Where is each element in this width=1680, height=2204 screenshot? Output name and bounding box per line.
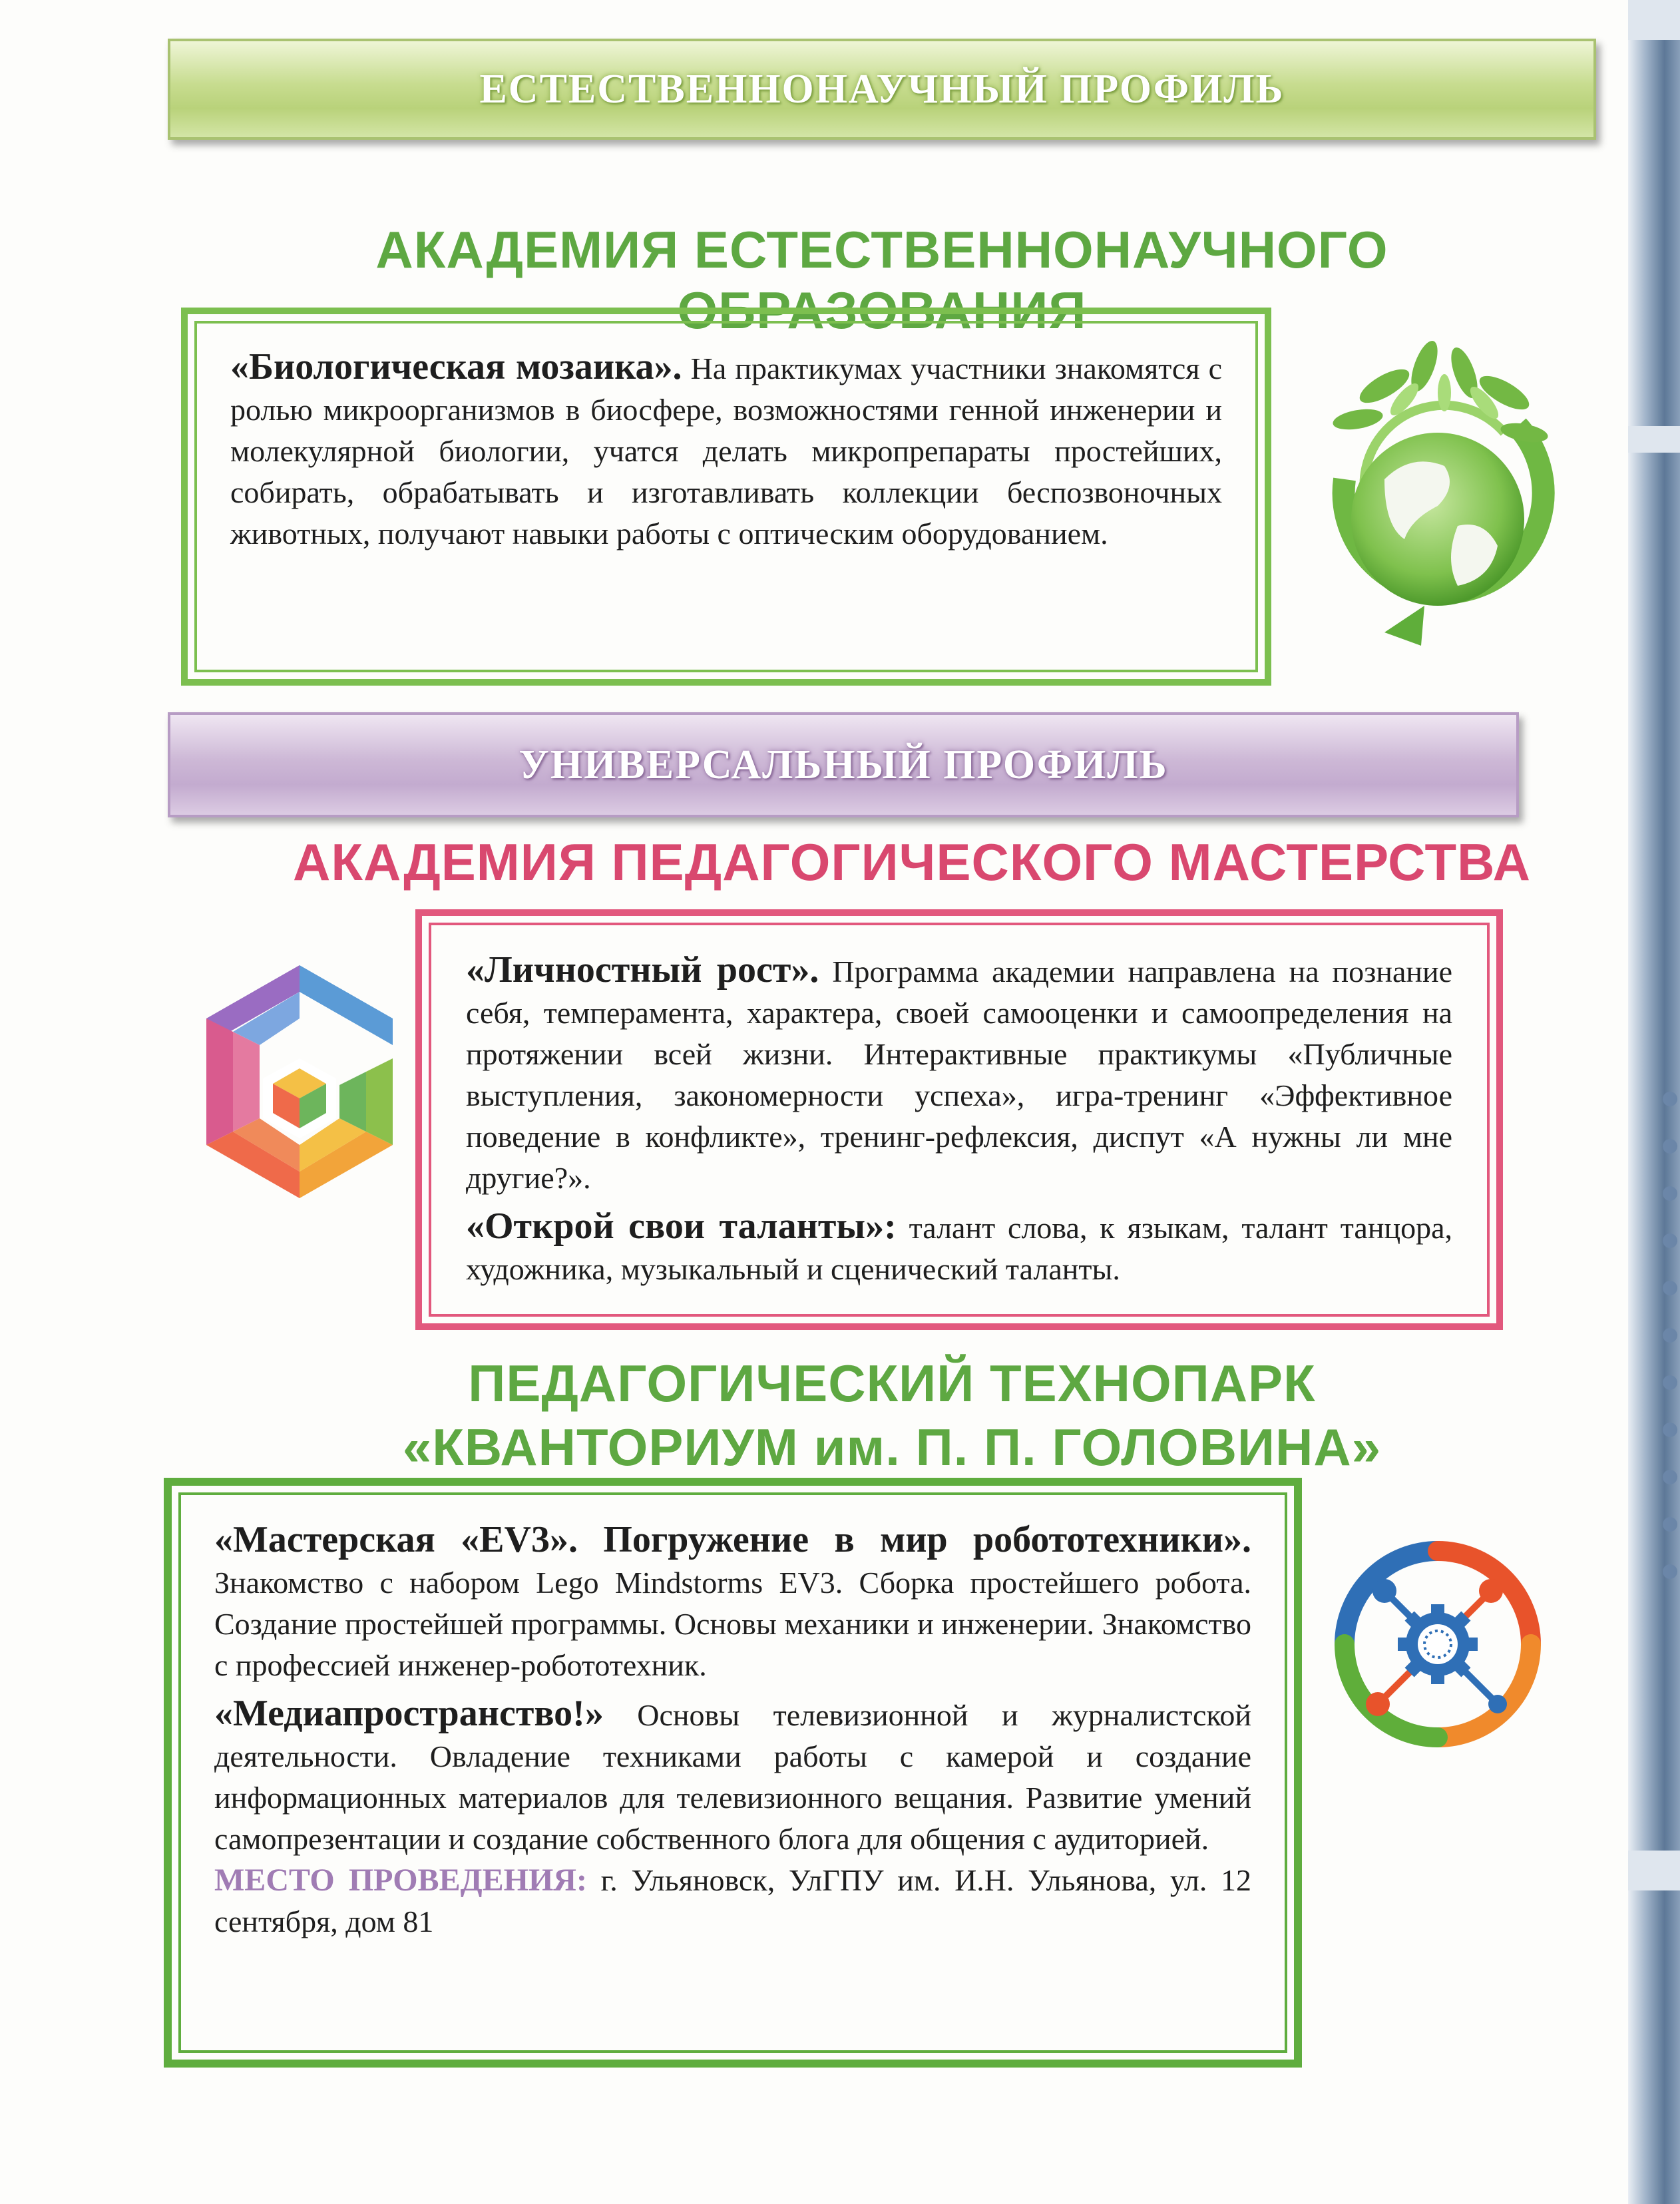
dot-icon bbox=[1663, 1233, 1677, 1248]
dot-icon bbox=[1663, 1517, 1677, 1532]
media-space-description: Основы телевизионной и журналистской деятельности. Овладение техниками работы с камерой и создание информационных материалов для телевизионного вещания. Развитие умений самопрезентации и создание собственного блога для общения с аудиторией. bbox=[214, 1698, 1251, 1856]
media-space-text bbox=[214, 1693, 1251, 1860]
open-talents-title: «Открой свои таланты»: bbox=[466, 1206, 897, 1247]
binding-strip-highlight bbox=[1628, 426, 1680, 453]
binding-strip-highlight bbox=[1628, 1851, 1680, 1890]
ev3-workshop-description: Знакомство с набором Lego Mindstorms EV3. Сборка простейшего робота. Создание простейшей программы. Основы механики и инженерии. Знакомство с профессией инженер-робототехник. bbox=[214, 1566, 1251, 1682]
biology-mosaic-description: На практикумах участники знакомятся с ролью микроорганизмов в биосфере, возможностями генной инженерии и молекулярной биологии, учатся делать микропрепараты простейших, собирать, обрабатывать и изготавливать коллекции беспозвоночных животных, получают навыки работы с оптическим оборудованием. bbox=[230, 351, 1222, 551]
green-globe-leaves-icon bbox=[1305, 326, 1571, 659]
open-talents-text bbox=[466, 1206, 1452, 1290]
academy-natural-science-title: АКАДЕМИЯ ЕСТЕСТВЕННОНАУЧНОГО ОБРАЗОВАНИЯ bbox=[375, 220, 1388, 339]
dot-icon bbox=[1663, 1186, 1677, 1201]
ev3-workshop-title: «Мастерская «EV3». Погружение в мир робототехники». bbox=[214, 1519, 1251, 1560]
biology-mosaic-title: «Биологическая мозаика». bbox=[230, 346, 682, 387]
venue-label: МЕСТО ПРОВЕДЕНИЯ: bbox=[214, 1863, 587, 1898]
dot-icon bbox=[1663, 1281, 1677, 1295]
universal-profile-banner: УНИВЕРСАЛЬНЫЙ ПРОФИЛЬ bbox=[168, 712, 1519, 817]
open-talents-description: талант слова, к языкам, талант танцора, художника, музыкальный и сценический таланты. bbox=[466, 1211, 1452, 1286]
academy-pedagogy-title: АКАДЕМИЯ ПЕДАГОГИЧЕСКОГО МАСТЕРСТВА bbox=[293, 833, 1531, 891]
biology-mosaic-box bbox=[181, 308, 1271, 686]
dot-icon bbox=[1663, 1092, 1677, 1106]
natural-science-profile-banner: ЕСТЕСТВЕННОНАУЧНЫЙ ПРОФИЛЬ bbox=[168, 39, 1596, 140]
venue-address: г. Ульяновск, УлГПУ им. И.Н. Ульянова, ул. 12 сентября, дом 81 bbox=[214, 1863, 1251, 1938]
technopark-title-line1: ПЕДАГОГИЧЕСКИЙ ТЕХНОПАРК bbox=[468, 1354, 1316, 1413]
edge-dots bbox=[1663, 1092, 1680, 1612]
binding-strip-highlight bbox=[1628, 0, 1680, 40]
technopark-box bbox=[164, 1478, 1302, 2068]
technopark-title bbox=[293, 1351, 1491, 1479]
ev3-workshop-text bbox=[214, 1519, 1251, 1686]
dot-icon bbox=[1663, 1470, 1677, 1484]
dot-icon bbox=[1663, 1328, 1677, 1343]
dot-icon bbox=[1663, 1423, 1677, 1437]
kvantorium-gear-logo-icon bbox=[1305, 1511, 1571, 1777]
media-space-title: «Медиапространство!» bbox=[214, 1693, 604, 1734]
venue-text bbox=[214, 1860, 1251, 1942]
dot-icon bbox=[1663, 1564, 1677, 1579]
dot-icon bbox=[1663, 1139, 1677, 1154]
technopark-title-line2: «КВАНТОРИУМ им. П. П. ГОЛОВИНА» bbox=[402, 1418, 1382, 1476]
personal-growth-box bbox=[415, 909, 1503, 1330]
personal-growth-title: «Личностный рост». bbox=[466, 949, 819, 991]
biology-mosaic-text bbox=[230, 346, 1222, 554]
dot-icon bbox=[1663, 1375, 1677, 1390]
rainbow-hexagon-icon bbox=[193, 959, 406, 1205]
personal-growth-description: Программа академии направлена на познание себя, темперамента, характера, своей самооценки и самоопределения на протяжении всей жизни. Интерактивные практикумы «Публичные выступления, закономерности успеха», игра-тренинг «Эффективное поведение в конфликте», тренинг-рефлексия, диспут «А нужны ли мне другие?». bbox=[466, 955, 1453, 1195]
personal-growth-text bbox=[466, 949, 1452, 1199]
